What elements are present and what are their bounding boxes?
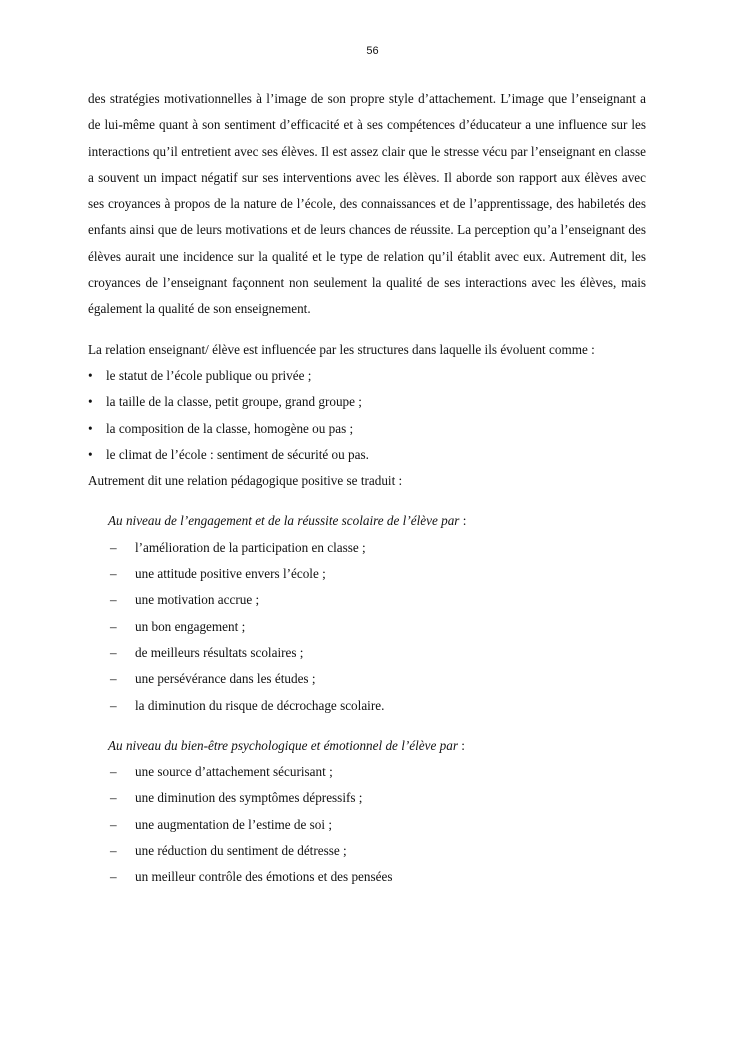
dash-marker: –	[110, 764, 117, 780]
dash-marker: –	[110, 869, 117, 885]
list-item	[110, 535, 646, 561]
list-item	[110, 759, 646, 785]
dash-marker: –	[110, 816, 117, 832]
list-item	[110, 693, 646, 719]
wellbeing-list	[108, 759, 646, 890]
section-engagement-suffix: :	[459, 513, 467, 529]
list-item-text: une diminution des symptômes dépressifs ;	[135, 790, 363, 806]
page-number: 56	[366, 45, 379, 57]
section-engagement-title: Au niveau de l’engagement et de la réussite scolaire de l’élève par	[108, 513, 460, 529]
list-item-text: le climat de l’école : sentiment de sécurité ou pas.	[106, 446, 369, 462]
list-item-text: de meilleurs résultats scolaires ;	[135, 644, 304, 660]
dash-marker: –	[110, 539, 117, 555]
dash-marker: –	[110, 566, 117, 582]
section-wellbeing-suffix: :	[457, 737, 465, 753]
dash-marker: –	[110, 671, 117, 687]
section-wellbeing-title: Au niveau du bien-être psychologique et émotionnel de l’élève par	[108, 737, 458, 753]
engagement-list	[108, 535, 646, 719]
list-item-text: la diminution du risque de décrochage scolaire.	[135, 697, 385, 713]
bullet-marker: •	[88, 446, 93, 462]
list-item-text: la taille de la classe, petit groupe, grand groupe ;	[106, 394, 362, 410]
section-wellbeing	[88, 733, 646, 891]
list-item	[110, 640, 646, 666]
list-item-text: l’amélioration de la participation en classe ;	[135, 539, 366, 555]
dash-marker: –	[110, 843, 117, 859]
paragraph-structures: La relation enseignant/ élève est influencée par les structures dans laquelle ils évoluent comme :	[88, 341, 595, 357]
list-item	[110, 838, 646, 864]
list-item-text: la composition de la classe, homogène ou pas ;	[106, 420, 354, 436]
list-item-text: le statut de l’école publique ou privée ;	[106, 367, 312, 383]
list-item-text: un bon engagement ;	[135, 618, 246, 634]
section-engagement-intro	[108, 508, 646, 534]
list-item	[110, 614, 646, 640]
conclusion-line: Autrement dit une relation pédagogique positive se traduit :	[88, 473, 403, 489]
list-item	[110, 812, 646, 838]
structures-list	[88, 363, 646, 468]
list-item	[110, 864, 646, 890]
list-item	[88, 442, 646, 468]
list-item	[88, 416, 646, 442]
list-item-text: une motivation accrue ;	[135, 592, 260, 608]
list-item	[88, 389, 646, 415]
bullet-marker: •	[88, 367, 93, 383]
bullet-marker: •	[88, 420, 93, 436]
dash-marker: –	[110, 644, 117, 660]
list-item	[110, 666, 646, 692]
document-body	[88, 86, 646, 891]
dash-marker: –	[110, 618, 117, 634]
dash-marker: –	[110, 592, 117, 608]
paragraph-attachment: des stratégies motivationnelles à l’image de son propre style d’attachement. L’image que l’enseignant a de lui-même quant à son sentiment d’efficacité et à ses compétences d’éducateur a une influence sur les interactions qu’il entretient avec ses élèves. Il est assez clair que le stresse vécu par l’enseignant en classe a souvent un impact négatif sur ses interventions avec les élèves. Il aborde son rapport aux élèves avec ses croyances à propos de la nature de l’école, des connaissances et de l’apprentissage, des habiletés des enfants ainsi que de leurs motivations et de leurs chances de réussite. La perception qu’a l’enseignant des élèves aurait une incidence sur la qualité et le type de relation qu’il établit avec eux. Autrement dit, les croyances de l’enseignant façonnent non seulement la qualité de ses interactions avec les élèves, mais également la qualité de son enseignement.	[88, 91, 646, 317]
dash-marker: –	[110, 697, 117, 713]
list-item	[110, 561, 646, 587]
list-item-text: une source d’attachement sécurisant ;	[135, 764, 333, 780]
list-item-text: une persévérance dans les études ;	[135, 671, 316, 687]
list-item-text: une augmentation de l’estime de soi ;	[135, 816, 333, 832]
list-item-text: une attitude positive envers l’école ;	[135, 566, 326, 582]
section-wellbeing-intro	[108, 733, 646, 759]
section-engagement	[88, 508, 646, 718]
dash-marker: –	[110, 790, 117, 806]
list-item-text: une réduction du sentiment de détresse ;	[135, 843, 347, 859]
list-item	[110, 587, 646, 613]
list-item	[88, 363, 646, 389]
list-item	[110, 785, 646, 811]
list-item-text: un meilleur contrôle des émotions et des pensées	[135, 869, 393, 885]
bullet-marker: •	[88, 394, 93, 410]
